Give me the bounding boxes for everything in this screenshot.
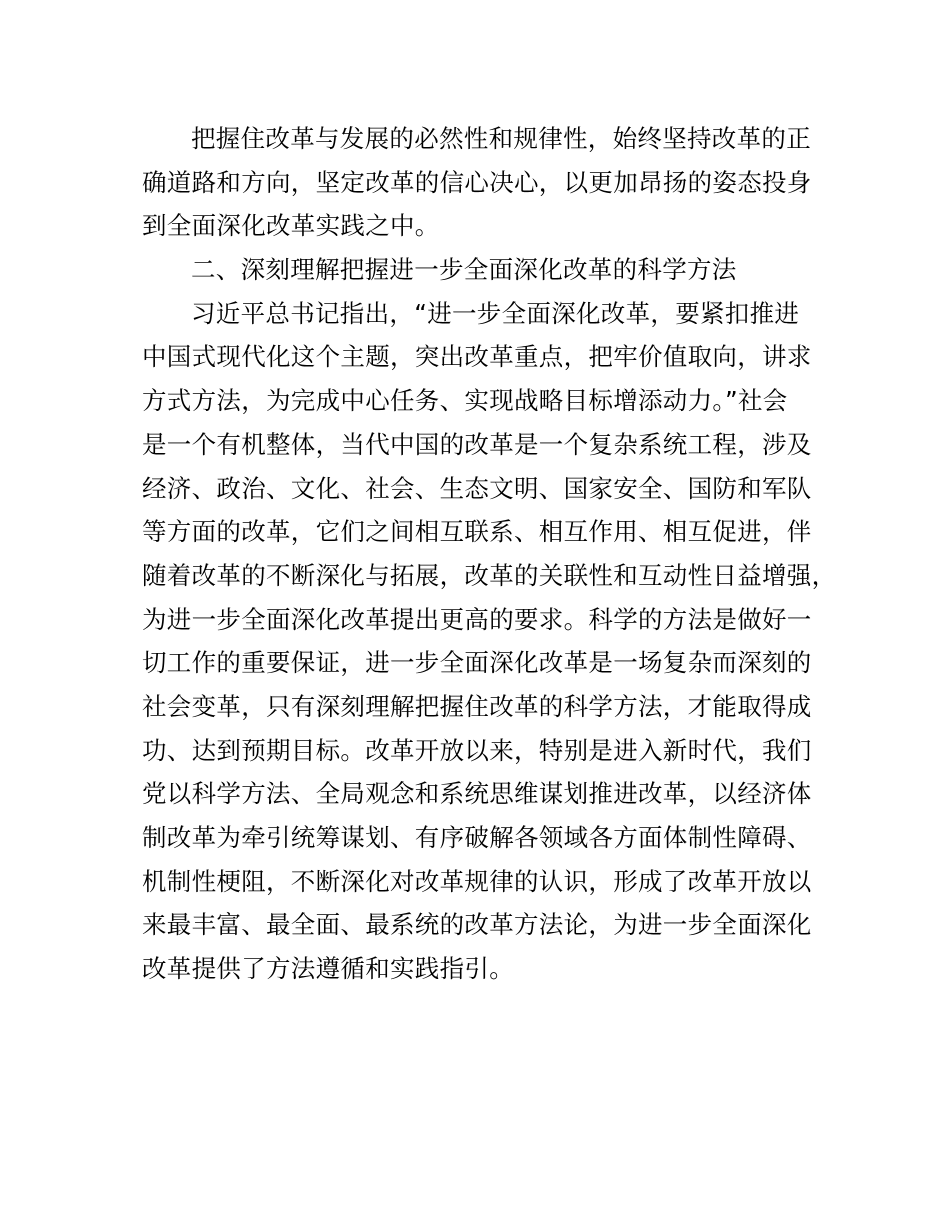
paragraph-scientific-method bbox=[142, 292, 842, 991]
text-line: 等方面的改革，它们之间相互联系、相互作用、相互促进，伴 bbox=[142, 517, 812, 547]
paragraph-reform-direction bbox=[142, 117, 842, 248]
document-body bbox=[142, 117, 842, 991]
text-line: 机制性梗阻，不断深化对改革规律的认识，形成了改革开放以 bbox=[142, 866, 812, 896]
text-line: 方式方法，为完成中心任务、实现战略目标增添动力。”社会 bbox=[142, 386, 788, 416]
text-line: 中国式现代化这个主题，突出改革重点，把牢价值取向，讲求 bbox=[142, 342, 812, 372]
text-line: 来最丰富、最全面、最系统的改革方法论，为进一步全面深化 bbox=[142, 910, 812, 940]
text-line: 随着改革的不断深化与拓展，改革的关联性和互动性日益增强， bbox=[142, 560, 837, 590]
text-line: 把握住改革与发展的必然性和规律性，始终坚持改革的正 bbox=[191, 124, 811, 153]
text-line: 社会变革，只有深刻理解把握住改革的科学方法，才能取得成 bbox=[142, 691, 812, 721]
text-line: 党以科学方法、全局观念和系统思维谋划推进改革，以经济体 bbox=[142, 779, 812, 809]
text-line: 功、达到预期目标。改革开放以来，特别是进入新时代，我们 bbox=[142, 735, 812, 765]
text-line: 为进一步全面深化改革提出更高的要求。科学的方法是做好一 bbox=[142, 604, 812, 634]
text-line: 制改革为牵引统筹谋划、有序破解各领域各方面体制性障碍、 bbox=[142, 823, 812, 852]
text-line: 是一个有机整体，当代中国的改革是一个复杂系统工程，涉及 bbox=[142, 429, 812, 459]
section-heading-text: 二、深刻理解把握进一步全面深化改革的科学方法 bbox=[191, 255, 737, 285]
text-line: 到全面深化改革实践之中。 bbox=[142, 211, 440, 241]
text-line: 习近平总书记指出，“进一步全面深化改革，要紧扣推进 bbox=[191, 298, 800, 328]
text-line: 改革提供了方法遵循和实践指引。 bbox=[142, 954, 514, 984]
section-heading bbox=[142, 248, 842, 292]
text-line: 切工作的重要保证，进一步全面深化改革是一场复杂而深刻的 bbox=[142, 648, 812, 678]
text-line: 确道路和方向，坚定改革的信心决心，以更加昂扬的姿态投身 bbox=[142, 167, 812, 197]
text-line: 经济、政治、文化、社会、生态文明、国家安全、国防和军队 bbox=[142, 473, 812, 503]
